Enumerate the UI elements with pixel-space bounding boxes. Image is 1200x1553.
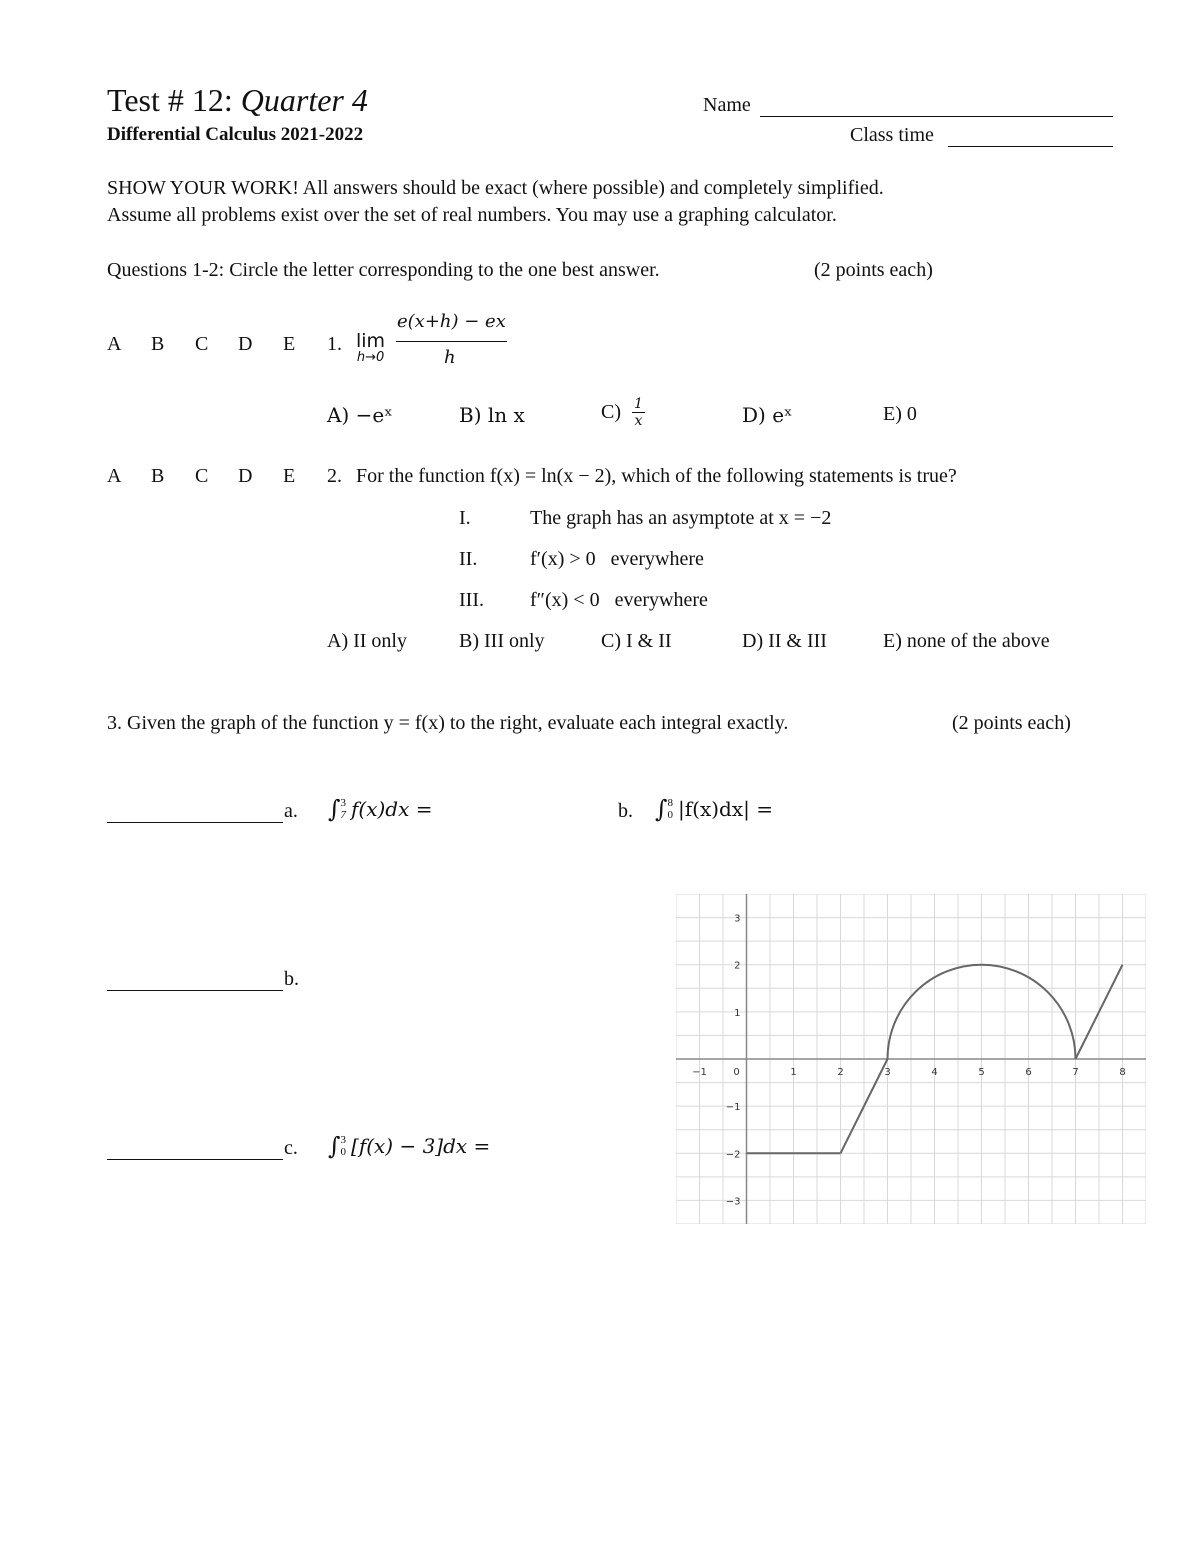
q1-letter-a[interactable]: A <box>107 333 122 355</box>
q2-letter-d[interactable]: D <box>238 465 253 487</box>
q2-choice-a[interactable]: A) II only <box>327 630 407 652</box>
title-quarter: Quarter 4 <box>240 82 368 118</box>
graph-tick-labels <box>692 914 1126 1208</box>
class-time-label: Class time <box>850 124 934 146</box>
q3-answer-blank-b[interactable] <box>107 972 283 991</box>
q1-fraction-bar <box>396 341 507 342</box>
q1-letter-e[interactable]: E <box>283 333 296 355</box>
q1-lim-sub: h→0 <box>356 350 385 365</box>
x-tick-label: 8 <box>1119 1067 1126 1078</box>
x-tick-label: 4 <box>931 1067 938 1078</box>
q1-choice-c-label: C) <box>601 401 621 423</box>
q2-choice-e[interactable]: E) none of the above <box>883 630 1050 652</box>
integral-sign-icon: ∫ <box>328 795 341 823</box>
x-tick-label: 0 <box>733 1067 740 1078</box>
q3-part-b-integral <box>655 795 773 823</box>
q3-part-a-bounds <box>341 797 347 821</box>
q1-limit <box>356 332 385 364</box>
q3-points: (2 points each) <box>952 712 1071 734</box>
q3-part-c-bounds <box>341 1134 347 1158</box>
x-tick-label: 2 <box>837 1067 844 1078</box>
q3-part-c-expr: [f(x) − 3]dx = <box>351 1134 491 1158</box>
q2-letter-c[interactable]: C <box>195 465 209 487</box>
x-tick-label: 3 <box>884 1067 891 1078</box>
x-tick-label: 6 <box>1025 1067 1032 1078</box>
x-tick-label: 5 <box>978 1067 985 1078</box>
y-tick-label: −1 <box>725 1102 741 1114</box>
q1-lim-word: lim <box>356 330 386 352</box>
q3-answer-blank-c[interactable] <box>107 1141 283 1160</box>
y-tick-label: 2 <box>734 960 741 972</box>
q1-letter-b[interactable]: B <box>151 333 165 355</box>
q1-letter-c[interactable]: C <box>195 333 209 355</box>
section-points: (2 points each) <box>814 259 933 281</box>
q3-part-b-label: b. <box>284 968 299 990</box>
q1-denominator: h <box>444 347 456 368</box>
integral-sign-icon: ∫ <box>655 795 668 823</box>
q2-choice-b[interactable]: B) III only <box>459 630 545 652</box>
integral-sign-icon: ∫ <box>328 1132 341 1160</box>
q3-part-b-expr: |f(x)dx| = <box>678 797 773 821</box>
q3-part-c-lower: 0 <box>340 1146 347 1158</box>
q3-answer-blank-a[interactable] <box>107 804 283 823</box>
q3-part-b-lower: 0 <box>667 809 674 821</box>
section-label: Questions 1-2: Circle the letter corresponding to the one best answer. <box>107 259 660 281</box>
q2-choice-d[interactable]: D) II & III <box>742 630 827 652</box>
q2-stem: For the function f(x) = ln(x − 2), which of the following statements is true? <box>356 465 957 487</box>
q2-letter-a[interactable]: A <box>107 465 122 487</box>
q2-statement-2-numeral: II. <box>459 548 478 570</box>
q1-choice-a[interactable]: A) −eˣ <box>327 403 393 427</box>
q1-letter-d[interactable]: D <box>238 333 253 355</box>
test-title <box>107 82 368 119</box>
title-prefix: Test # 12: <box>107 82 233 118</box>
q2-letter-b[interactable]: B <box>151 465 165 487</box>
y-tick-label: −3 <box>725 1196 741 1208</box>
q3-part-c-upper: 3 <box>340 1134 347 1146</box>
class-time-field[interactable] <box>948 126 1113 147</box>
q3-part-c-label: c. <box>284 1137 298 1159</box>
q3-part-a-expr: f(x)dx = <box>351 797 433 821</box>
q3-part-b-bounds <box>668 797 674 821</box>
q1-choice-c-den: x <box>634 413 643 429</box>
q3-part-a-integral <box>328 795 433 823</box>
q2-choice-c[interactable]: C) I & II <box>601 630 672 652</box>
q2-letter-e[interactable]: E <box>283 465 296 487</box>
q2-statement-3-numeral: III. <box>459 589 484 611</box>
q3-part-c-integral <box>328 1132 490 1160</box>
q2-statement-1-numeral: I. <box>459 507 471 529</box>
q3-part-a-label: a. <box>284 800 298 822</box>
q1-choice-b[interactable]: B) ln x <box>459 403 525 427</box>
q3-part-a-lower: 7 <box>340 809 347 821</box>
instructions-line-2: Assume all problems exist over the set of real numbers. You may use a graphing calculator. <box>107 204 837 226</box>
course-subtitle: Differential Calculus 2021-2022 <box>107 124 364 145</box>
q1-choice-c[interactable] <box>601 396 645 429</box>
y-tick-label: −2 <box>725 1149 741 1161</box>
q2-statement-1-text: The graph has an asymptote at x = −2 <box>530 507 832 529</box>
q3-part-a-upper: 3 <box>340 797 347 809</box>
q1-numerator-text: e(x+h) − ex <box>397 311 506 332</box>
function-graph <box>676 894 1146 1224</box>
q3-part-b-upper: 8 <box>667 797 674 809</box>
q2-statement-3-text: f″(x) < 0 everywhere <box>530 589 708 611</box>
q2-number: 2. <box>327 465 342 487</box>
q3-part-b-top-label: b. <box>618 800 633 822</box>
name-field[interactable] <box>760 96 1113 117</box>
q1-choice-c-num: 1 <box>634 396 643 412</box>
q1-lim <box>356 332 385 364</box>
name-label: Name <box>703 94 751 116</box>
q3-stem: 3. Given the graph of the function y = f(x) to the right, evaluate each integral exactly. <box>107 712 789 734</box>
q2-statement-2-text: f′(x) > 0 everywhere <box>530 548 704 570</box>
q1-choice-d[interactable]: D) eˣ <box>742 403 793 427</box>
q1-number: 1. <box>327 333 342 355</box>
x-tick-label: 1 <box>790 1067 797 1078</box>
y-tick-label: 3 <box>734 913 741 925</box>
q1-choice-e[interactable]: E) 0 <box>883 403 917 425</box>
y-tick-label: 1 <box>734 1007 741 1019</box>
instructions-line-1: SHOW YOUR WORK! All answers should be exact (where possible) and completely simplified. <box>107 177 884 199</box>
q1-choice-c-frac <box>632 396 645 429</box>
x-tick-label: 7 <box>1072 1067 1079 1078</box>
q1-numerator <box>397 311 506 332</box>
x-tick-label: −1 <box>692 1067 707 1078</box>
